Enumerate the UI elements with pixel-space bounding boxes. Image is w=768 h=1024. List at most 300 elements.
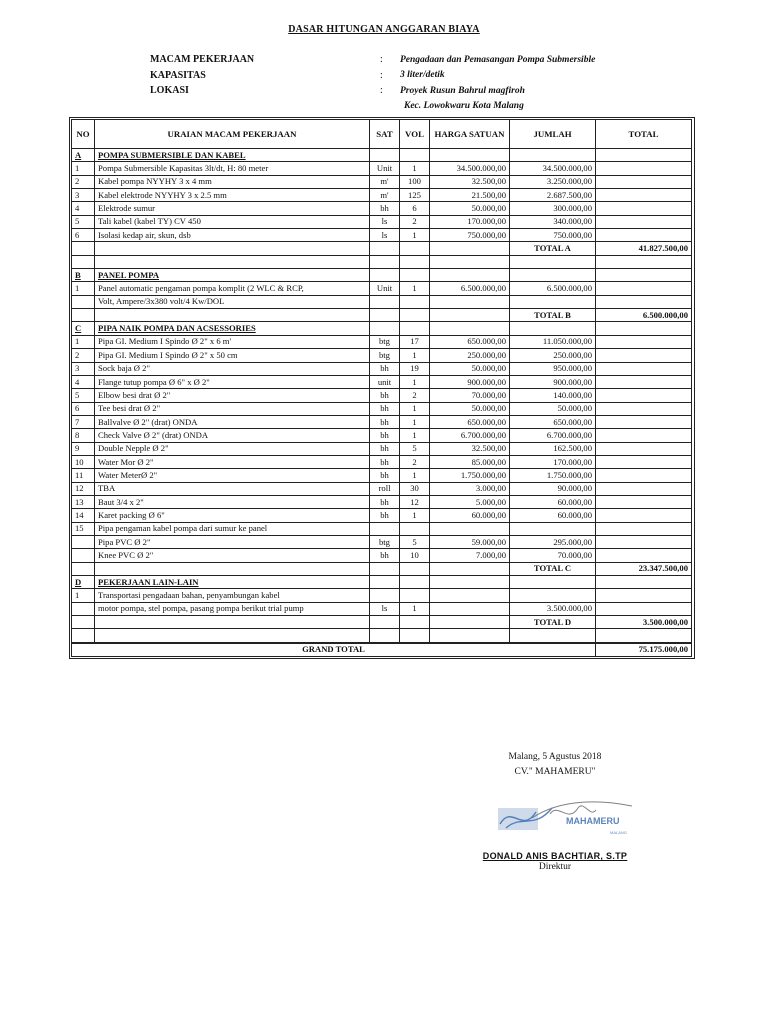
section-letter: D — [72, 576, 95, 589]
item-amount: 70.000,00 — [510, 549, 596, 562]
item-unit: Unit — [370, 282, 400, 295]
table-row — [72, 482, 692, 495]
empty-cell — [596, 189, 692, 202]
item-volume: 5 — [400, 535, 430, 548]
item-no: 4 — [72, 375, 95, 388]
item-no — [72, 295, 95, 308]
empty-cell — [596, 576, 692, 589]
empty-cell — [596, 482, 692, 495]
item-unit: ls — [370, 602, 400, 615]
item-unit: btg — [370, 349, 400, 362]
section-row — [72, 149, 692, 162]
item-amount: 900.000,00 — [510, 375, 596, 388]
info-row-lokasi — [150, 83, 595, 99]
item-unit-price — [430, 589, 510, 602]
empty-cell — [596, 522, 692, 535]
item-unit-price: 50.000,00 — [430, 402, 510, 415]
table-row — [72, 495, 692, 508]
empty-cell — [400, 269, 430, 282]
empty-cell — [370, 149, 400, 162]
item-no: 14 — [72, 509, 95, 522]
item-unit-price: 21.500,00 — [430, 189, 510, 202]
item-amount: 34.500.000,00 — [510, 162, 596, 175]
item-volume: 1 — [400, 415, 430, 428]
info-row-kapasitas — [150, 68, 595, 84]
item-description: Isolasi kedap air, skun, dsb — [95, 229, 370, 242]
item-volume: 1 — [400, 429, 430, 442]
item-amount: 2.687.500,00 — [510, 189, 596, 202]
item-unit-price: 85.000,00 — [430, 455, 510, 468]
item-no — [72, 602, 95, 615]
item-description: Water Mor Ø 2" — [95, 455, 370, 468]
item-description: Elbow besi drat Ø 2" — [95, 389, 370, 402]
item-unit-price: 750.000,00 — [430, 229, 510, 242]
item-unit-price: 60.000,00 — [430, 509, 510, 522]
subtotal-value: 41.827.500,00 — [596, 242, 692, 255]
signer-name: DONALD ANIS BACHTIAR, S.TP — [482, 851, 628, 861]
item-unit-price — [430, 522, 510, 535]
empty-cell — [370, 309, 400, 322]
empty-cell — [430, 269, 510, 282]
table-body — [72, 149, 692, 657]
section-title: PIPA NAIK POMPA DAN ACSESSORIES — [95, 322, 370, 335]
empty-cell — [95, 242, 370, 255]
item-amount: 3.500.000,00 — [510, 602, 596, 615]
item-no: 7 — [72, 415, 95, 428]
section-row — [72, 269, 692, 282]
item-description: Water MeterØ 2" — [95, 469, 370, 482]
item-amount: 6.500.000,00 — [510, 282, 596, 295]
item-unit: bh — [370, 549, 400, 562]
item-volume: 1 — [400, 469, 430, 482]
company-stamp-logo — [492, 794, 642, 838]
item-amount: 90.000,00 — [510, 482, 596, 495]
empty-cell — [400, 309, 430, 322]
project-info — [150, 52, 595, 114]
empty-cell — [430, 629, 510, 643]
info-location-extra: Kec. Lowokwaru Kota Malang — [404, 101, 524, 111]
item-no: 9 — [72, 442, 95, 455]
signer-role: Direktur — [538, 862, 572, 872]
empty-cell — [400, 149, 430, 162]
empty-cell — [596, 629, 692, 643]
table-row — [72, 282, 692, 295]
empty-cell — [72, 309, 95, 322]
item-description: Baut 3/4 x 2" — [95, 495, 370, 508]
empty-cell — [596, 255, 692, 268]
empty-cell — [596, 322, 692, 335]
info-colon: : — [380, 69, 383, 81]
section-title: POMPA SUBMERSIBLE DAN KABEL — [95, 149, 370, 162]
item-unit-price: 34.500.000,00 — [430, 162, 510, 175]
empty-cell — [596, 175, 692, 188]
table-row — [72, 549, 692, 562]
item-volume: 10 — [400, 549, 430, 562]
item-amount — [510, 522, 596, 535]
item-unit: bh — [370, 389, 400, 402]
item-amount: 950.000,00 — [510, 362, 596, 375]
item-unit: m' — [370, 189, 400, 202]
item-volume — [400, 589, 430, 602]
header-sat: SAT — [370, 120, 400, 149]
empty-cell — [430, 616, 510, 629]
empty-cell — [400, 629, 430, 643]
item-unit: bh — [370, 402, 400, 415]
empty-cell — [400, 255, 430, 268]
item-amount: 340.000,00 — [510, 215, 596, 228]
item-no — [72, 549, 95, 562]
item-unit: bh — [370, 362, 400, 375]
item-no: 15 — [72, 522, 95, 535]
item-amount: 50.000,00 — [510, 402, 596, 415]
item-unit: roll — [370, 482, 400, 495]
subtotal-label: TOTAL D — [510, 616, 596, 629]
item-unit: bh — [370, 455, 400, 468]
table-row — [72, 389, 692, 402]
table-row — [72, 175, 692, 188]
item-volume — [400, 522, 430, 535]
item-unit-price: 7.000,00 — [430, 549, 510, 562]
item-no: 1 — [72, 162, 95, 175]
stamp-subtext: MALANG — [610, 830, 627, 835]
place-date: Malang, 5 Agustus 2018 — [508, 752, 602, 762]
item-no: 8 — [72, 429, 95, 442]
table-row — [72, 349, 692, 362]
item-volume: 1 — [400, 375, 430, 388]
empty-cell — [400, 616, 430, 629]
item-no: 3 — [72, 362, 95, 375]
header-total: TOTAL — [596, 120, 692, 149]
item-amount: 3.250.000,00 — [510, 175, 596, 188]
item-volume: 2 — [400, 389, 430, 402]
table-row — [72, 589, 692, 602]
item-description: Tali kabel (kabel TY) CV 450 — [95, 215, 370, 228]
table-row — [72, 602, 692, 615]
item-description: Flange tutup pompa Ø 6" x Ø 2" — [95, 375, 370, 388]
subtotal-row — [72, 309, 692, 322]
item-amount: 60.000,00 — [510, 509, 596, 522]
item-unit-price: 900.000,00 — [430, 375, 510, 388]
item-volume: 19 — [400, 362, 430, 375]
table-row — [72, 229, 692, 242]
item-no: 2 — [72, 349, 95, 362]
table-row — [72, 335, 692, 348]
item-volume: 30 — [400, 482, 430, 495]
empty-cell — [596, 469, 692, 482]
item-no: 5 — [72, 215, 95, 228]
item-unit: bh — [370, 442, 400, 455]
blank-row — [72, 255, 692, 268]
empty-cell — [596, 215, 692, 228]
item-unit-price: 32.500,00 — [430, 175, 510, 188]
item-amount: 300.000,00 — [510, 202, 596, 215]
item-description: Check Valve Ø 2" (drat) ONDA — [95, 429, 370, 442]
signer-block — [450, 851, 660, 872]
empty-cell — [370, 255, 400, 268]
item-volume: 1 — [400, 402, 430, 415]
item-no: 1 — [72, 282, 95, 295]
empty-cell — [430, 322, 510, 335]
item-description: TBA — [95, 482, 370, 495]
table-row — [72, 362, 692, 375]
item-description: Pipa GI. Medium I Spindo Ø 2" x 6 m' — [95, 335, 370, 348]
empty-cell — [430, 576, 510, 589]
empty-cell — [400, 322, 430, 335]
empty-cell — [596, 375, 692, 388]
empty-cell — [430, 562, 510, 575]
info-label: KAPASITAS — [150, 69, 206, 81]
item-unit: bh — [370, 202, 400, 215]
empty-cell — [72, 255, 95, 268]
table-row — [72, 522, 692, 535]
item-description: Pipa GI. Medium I Spindo Ø 2" x 50 cm — [95, 349, 370, 362]
empty-cell — [430, 242, 510, 255]
empty-cell — [596, 495, 692, 508]
grand-total-value: 75.175.000,00 — [596, 643, 692, 657]
item-unit-price: 250.000,00 — [430, 349, 510, 362]
item-no: 10 — [72, 455, 95, 468]
empty-cell — [95, 255, 370, 268]
empty-cell — [370, 322, 400, 335]
item-no: 4 — [72, 202, 95, 215]
item-unit: bh — [370, 509, 400, 522]
item-unit: btg — [370, 335, 400, 348]
item-unit-price: 70.000,00 — [430, 389, 510, 402]
item-unit: bh — [370, 429, 400, 442]
empty-cell — [510, 255, 596, 268]
empty-cell — [430, 255, 510, 268]
info-value: 3 liter/detik — [400, 70, 445, 81]
item-unit-price: 6.500.000,00 — [430, 282, 510, 295]
table-row — [72, 215, 692, 228]
item-volume: 1 — [400, 349, 430, 362]
item-description: Elektrode sumur — [95, 202, 370, 215]
blank-row — [72, 629, 692, 643]
item-description: Ballvalve Ø 2" (drat) ONDA — [95, 415, 370, 428]
item-no: 2 — [72, 175, 95, 188]
item-unit: bh — [370, 415, 400, 428]
empty-cell — [95, 562, 370, 575]
item-unit: m' — [370, 175, 400, 188]
header-vol: VOL — [400, 120, 430, 149]
table-row — [72, 162, 692, 175]
item-unit-price: 59.000,00 — [430, 535, 510, 548]
item-amount: 162.500,00 — [510, 442, 596, 455]
signature-stroke — [550, 806, 596, 814]
subtotal-row — [72, 562, 692, 575]
empty-cell — [596, 162, 692, 175]
empty-cell — [400, 562, 430, 575]
item-amount: 750.000,00 — [510, 229, 596, 242]
info-label: MACAM PEKERJAAN — [150, 54, 255, 66]
table-row — [72, 429, 692, 442]
signature-block — [450, 752, 660, 782]
empty-cell — [400, 242, 430, 255]
item-description: Sock baja Ø 2" — [95, 362, 370, 375]
subtotal-value: 23.347.500,00 — [596, 562, 692, 575]
header-uraian: URAIAN MACAM PEKERJAAN — [95, 120, 370, 149]
item-no: 1 — [72, 335, 95, 348]
subtotal-row — [72, 616, 692, 629]
table-row — [72, 535, 692, 548]
empty-cell — [510, 576, 596, 589]
empty-cell — [510, 269, 596, 282]
item-amount: 650.000,00 — [510, 415, 596, 428]
empty-cell — [510, 322, 596, 335]
empty-cell — [370, 616, 400, 629]
grand-total-label: GRAND TOTAL — [72, 643, 596, 657]
info-label: LOKASI — [150, 85, 189, 97]
item-no: 5 — [72, 389, 95, 402]
empty-cell — [596, 349, 692, 362]
empty-cell — [95, 616, 370, 629]
subtotal-label: TOTAL C — [510, 562, 596, 575]
section-letter: C — [72, 322, 95, 335]
empty-cell — [370, 629, 400, 643]
table-row — [72, 455, 692, 468]
item-volume: 12 — [400, 495, 430, 508]
table-row — [72, 509, 692, 522]
empty-cell — [596, 202, 692, 215]
item-volume — [400, 295, 430, 308]
empty-cell — [596, 362, 692, 375]
item-description: Double Nepple Ø 2" — [95, 442, 370, 455]
item-unit-price: 650.000,00 — [430, 335, 510, 348]
empty-cell — [596, 509, 692, 522]
header-jumlah: JUMLAH — [510, 120, 596, 149]
empty-cell — [510, 149, 596, 162]
empty-cell — [400, 576, 430, 589]
empty-cell — [370, 576, 400, 589]
table-row — [72, 469, 692, 482]
empty-cell — [596, 442, 692, 455]
item-volume: 1 — [400, 509, 430, 522]
table-row — [72, 375, 692, 388]
item-amount: 170.000,00 — [510, 455, 596, 468]
item-no: 6 — [72, 402, 95, 415]
info-colon: : — [380, 54, 383, 66]
empty-cell — [430, 149, 510, 162]
item-amount: 140.000,00 — [510, 389, 596, 402]
empty-cell — [72, 242, 95, 255]
table-header-row — [72, 120, 692, 149]
empty-cell — [430, 309, 510, 322]
item-volume: 1 — [400, 602, 430, 615]
subtotal-value: 6.500.000,00 — [596, 309, 692, 322]
item-description: Volt, Ampere/3x380 volt/4 Kw/DOL — [95, 295, 370, 308]
item-no: 1 — [72, 589, 95, 602]
item-amount: 1.750.000,00 — [510, 469, 596, 482]
empty-cell — [596, 402, 692, 415]
item-description: Tee besi drat Ø 2" — [95, 402, 370, 415]
empty-cell — [72, 562, 95, 575]
item-amount: 60.000,00 — [510, 495, 596, 508]
item-unit: bh — [370, 469, 400, 482]
item-description: Panel automatic pengaman pompa komplit (2 WLC & RCP, — [95, 282, 370, 295]
empty-cell — [596, 282, 692, 295]
empty-cell — [596, 269, 692, 282]
empty-cell — [370, 269, 400, 282]
item-unit: bh — [370, 495, 400, 508]
item-unit-price: 6.700.000,00 — [430, 429, 510, 442]
item-unit: unit — [370, 375, 400, 388]
empty-cell — [596, 335, 692, 348]
item-description: Pipa PVC Ø 2" — [95, 535, 370, 548]
item-unit: Unit — [370, 162, 400, 175]
item-unit: ls — [370, 215, 400, 228]
info-value: Proyek Rusun Bahrul magfiroh — [400, 85, 525, 96]
empty-cell — [596, 455, 692, 468]
item-volume: 2 — [400, 215, 430, 228]
item-volume: 1 — [400, 162, 430, 175]
item-amount — [510, 589, 596, 602]
grand-total-row — [72, 643, 692, 657]
item-unit-price: 1.750.000,00 — [430, 469, 510, 482]
item-unit-price: 50.000,00 — [430, 362, 510, 375]
stamp-block — [498, 808, 538, 830]
item-unit-price: 170.000,00 — [430, 215, 510, 228]
empty-cell — [72, 616, 95, 629]
item-unit-price: 50.000,00 — [430, 202, 510, 215]
item-volume: 6 — [400, 202, 430, 215]
item-volume: 2 — [400, 455, 430, 468]
table-row — [72, 415, 692, 428]
budget-table — [71, 119, 692, 657]
item-volume: 100 — [400, 175, 430, 188]
empty-cell — [596, 589, 692, 602]
item-description: Kabel pompa NYYHY 3 x 4 mm — [95, 175, 370, 188]
header-no: NO — [72, 120, 95, 149]
item-volume: 1 — [400, 282, 430, 295]
empty-cell — [596, 602, 692, 615]
empty-cell — [596, 149, 692, 162]
item-description: motor pompa, stel pompa, pasang pompa berikut trial pump — [95, 602, 370, 615]
table-row — [72, 202, 692, 215]
info-row-pekerjaan — [150, 52, 595, 68]
empty-cell — [510, 629, 596, 643]
section-row — [72, 322, 692, 335]
item-unit: btg — [370, 535, 400, 548]
empty-cell — [596, 415, 692, 428]
subtotal-label: TOTAL B — [510, 309, 596, 322]
info-colon: : — [380, 85, 383, 97]
empty-cell — [370, 242, 400, 255]
item-unit — [370, 522, 400, 535]
section-title: PEKERJAAN LAIN-LAIN — [95, 576, 370, 589]
item-volume: 1 — [400, 229, 430, 242]
item-amount: 11.050.000,00 — [510, 335, 596, 348]
section-row — [72, 576, 692, 589]
item-amount: 250.000,00 — [510, 349, 596, 362]
empty-cell — [95, 629, 370, 643]
item-no: 12 — [72, 482, 95, 495]
empty-cell — [596, 229, 692, 242]
item-amount: 295.000,00 — [510, 535, 596, 548]
item-unit — [370, 295, 400, 308]
document-title: DASAR HITUNGAN ANGGARAN BIAYA — [288, 24, 480, 35]
table-row — [72, 402, 692, 415]
item-no: 11 — [72, 469, 95, 482]
item-description: Transportasi pengadaan bahan, penyambungan kabel — [95, 589, 370, 602]
empty-cell — [596, 295, 692, 308]
item-volume: 125 — [400, 189, 430, 202]
item-volume: 5 — [400, 442, 430, 455]
empty-cell — [95, 309, 370, 322]
item-description: Pompa Submersible Kapasitas 3lt/dt, H: 80 meter — [95, 162, 370, 175]
empty-cell — [596, 389, 692, 402]
item-amount: 6.700.000,00 — [510, 429, 596, 442]
subtotal-row — [72, 242, 692, 255]
